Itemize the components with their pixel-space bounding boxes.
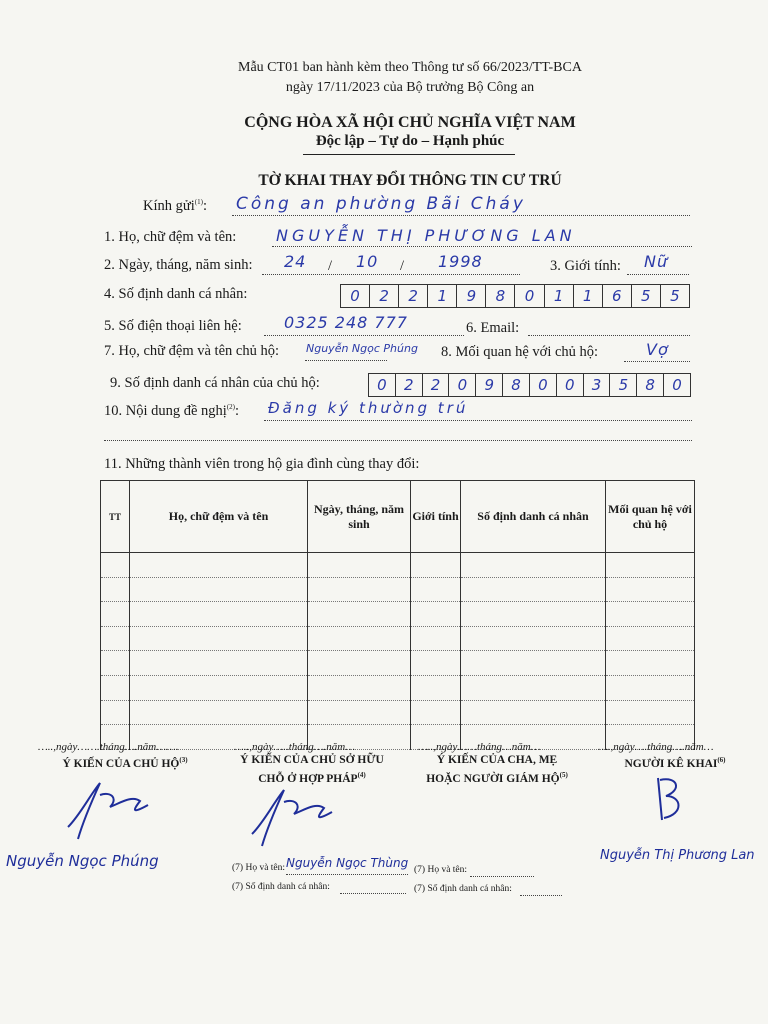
- table-cell[interactable]: [461, 651, 606, 676]
- dinh-danh-chu-ho-digit[interactable]: 8: [503, 374, 530, 396]
- national-title: CỘNG HÒA XÃ HỘI CHỦ NGHĨA VIỆT NAM: [244, 114, 576, 131]
- gioi-tinh-value[interactable]: Nữ: [644, 252, 669, 271]
- table-cell[interactable]: [606, 626, 695, 651]
- table-row: [101, 626, 695, 651]
- table-cell[interactable]: [411, 651, 461, 676]
- sig3-title: Ý KIẾN CỦA CHA, MẸ HOẶC NGƯỜI GIÁM HỘ$^{(5)}$: [426, 754, 568, 785]
- table-cell[interactable]: [411, 700, 461, 725]
- page-title: TỜ KHAI THAY ĐỔI THÔNG TIN CƯ TRÚ: [258, 172, 562, 189]
- table-cell[interactable]: [461, 553, 606, 578]
- dinh-danh-digit[interactable]: 2: [399, 285, 428, 307]
- table-cell[interactable]: [101, 577, 130, 602]
- table-cell[interactable]: [308, 553, 411, 578]
- table-cell[interactable]: [411, 602, 461, 627]
- dinh-danh-digit[interactable]: 2: [370, 285, 399, 307]
- sig3-name-label: (7) Họ và tên:: [414, 865, 468, 875]
- national-motto: Độc lập – Tự do – Hạnh phúc: [315, 133, 505, 149]
- table-cell[interactable]: [411, 675, 461, 700]
- table-cell[interactable]: [461, 700, 606, 725]
- table-cell[interactable]: [606, 700, 695, 725]
- col-header-ngay-sinh: Ngày, tháng, năm sinh: [308, 481, 411, 553]
- dinh-danh-chu-ho-digit[interactable]: 0: [449, 374, 476, 396]
- table-cell[interactable]: [130, 553, 308, 578]
- table-cell[interactable]: [308, 700, 411, 725]
- dien-thoai-dotline: [264, 335, 464, 336]
- motto-underline: [303, 154, 515, 155]
- members-header-row: [101, 481, 695, 553]
- table-cell[interactable]: [461, 577, 606, 602]
- table-row: [101, 553, 695, 578]
- table-row: [101, 700, 695, 725]
- sig4-signature: [648, 770, 698, 830]
- dinh-danh-chu-ho-digit[interactable]: 2: [396, 374, 423, 396]
- sig1-title: Ý KIẾN CỦA CHỦ HỘ$^{(3)}$: [62, 756, 188, 770]
- ngay-sinh-dotline: [262, 274, 520, 275]
- ngay-sinh-year[interactable]: 1998: [438, 252, 483, 271]
- dinh-danh-chu-ho-digit[interactable]: 9: [476, 374, 503, 396]
- table-row: [101, 651, 695, 676]
- email-dotline: [528, 335, 690, 336]
- dien-thoai-value[interactable]: 0325 248 777: [284, 313, 408, 332]
- members-table: [100, 480, 695, 750]
- ngay-sinh-month[interactable]: 10: [356, 252, 379, 271]
- sig2-name-label: (7) Họ và tên:: [232, 863, 286, 873]
- ngay-sinh-day[interactable]: 24: [284, 252, 307, 271]
- dinh-danh-digit[interactable]: 1: [428, 285, 457, 307]
- ho-ten-label: 1. Họ, chữ đệm và tên:: [104, 229, 237, 245]
- table-cell[interactable]: [130, 626, 308, 651]
- dinh-danh-chu-ho-digit[interactable]: 5: [610, 374, 637, 396]
- gioi-tinh-dotline: [627, 274, 689, 275]
- table-cell[interactable]: [130, 651, 308, 676]
- col-header-tt: TT: [101, 481, 130, 553]
- dinh-danh-boxes[interactable]: [340, 284, 690, 308]
- table-cell[interactable]: [130, 700, 308, 725]
- chu-ho-value[interactable]: Nguyễn Ngọc Phúng: [306, 342, 418, 355]
- table-cell[interactable]: [606, 553, 695, 578]
- sig2-title: Ý KIẾN CỦA CHỦ SỞ HỮU CHỖ Ở HỢP PHÁP$^{(4)}$: [240, 754, 384, 785]
- col-header-dinh-danh: Số định danh cá nhân: [461, 481, 606, 553]
- noi-dung-dotline-2: [104, 440, 692, 441]
- sig3-date: …..,ngày……tháng…năm…: [418, 741, 541, 753]
- table-cell[interactable]: [308, 577, 411, 602]
- gioi-tinh-label: 3. Giới tính:: [550, 258, 621, 274]
- dinh-danh-chu-ho-digit[interactable]: 0: [530, 374, 557, 396]
- table-row: [101, 577, 695, 602]
- sig3-id-dotline: [520, 895, 562, 896]
- dinh-danh-digit[interactable]: 9: [457, 285, 486, 307]
- table-cell[interactable]: [101, 675, 130, 700]
- sig4-name: Nguyễn Thị Phương Lan: [600, 848, 755, 863]
- table-cell[interactable]: [606, 602, 695, 627]
- quan-he-value[interactable]: Vợ: [646, 340, 669, 359]
- sig3-name-dotline: [470, 876, 534, 877]
- table-cell[interactable]: [461, 626, 606, 651]
- table-cell[interactable]: [130, 675, 308, 700]
- kinh-gui-dotline: [232, 215, 690, 216]
- dinh-danh-chu-ho-boxes[interactable]: [368, 373, 691, 397]
- table-cell[interactable]: [308, 651, 411, 676]
- table-cell[interactable]: [606, 675, 695, 700]
- kinh-gui-label: Kính gửi$^{(1)}$:: [143, 198, 207, 214]
- table-cell[interactable]: [101, 553, 130, 578]
- dinh-danh-chu-ho-digit[interactable]: 2: [423, 374, 450, 396]
- dinh-danh-digit[interactable]: 8: [486, 285, 515, 307]
- table-cell[interactable]: [130, 602, 308, 627]
- dinh-danh-chu-ho-digit[interactable]: 0: [369, 374, 396, 396]
- table-cell[interactable]: [461, 675, 606, 700]
- col-header-gioi-tinh: Giới tính: [411, 481, 461, 553]
- dien-thoai-label: 5. Số điện thoại liên hệ:: [104, 318, 242, 334]
- dinh-danh-digit[interactable]: 5: [670, 287, 680, 305]
- sig3-id-label: (7) Số định danh cá nhân:: [414, 884, 512, 894]
- dinh-danh-chu-ho-label: 9. Số định danh cá nhân của chủ hộ:: [110, 375, 320, 391]
- dinh-danh-digit[interactable]: 0: [515, 285, 544, 307]
- date-slash-2: /: [400, 258, 405, 274]
- form-issue-line: ngày 17/11/2023 của Bộ trưởng Bộ Công an: [285, 80, 535, 95]
- dinh-danh-label: 4. Số định danh cá nhân:: [104, 286, 248, 302]
- table-cell[interactable]: [130, 577, 308, 602]
- dinh-danh-chu-ho-digit[interactable]: 0: [672, 376, 682, 394]
- sig2-date: …..,ngày…..tháng….năm…: [234, 741, 356, 753]
- quan-he-label: 8. Mối quan hệ với chủ hộ:: [441, 344, 599, 360]
- dinh-danh-chu-ho-digit[interactable]: 0: [557, 374, 584, 396]
- dinh-danh-chu-ho-digit[interactable]: 3: [584, 374, 611, 396]
- table-cell[interactable]: [411, 553, 461, 578]
- form-code-line: Mẫu CT01 ban hành kèm theo Thông tư số 66/2023/TT-BCA: [238, 60, 582, 75]
- chu-ho-dotline: [305, 360, 387, 361]
- dinh-danh-digit[interactable]: 0: [341, 285, 370, 307]
- table-cell[interactable]: [606, 577, 695, 602]
- ngay-sinh-label: 2. Ngày, tháng, năm sinh:: [104, 257, 253, 273]
- chu-ho-label: 7. Họ, chữ đệm và tên chủ hộ:: [104, 343, 279, 359]
- sig1-name: Nguyễn Ngọc Phúng: [6, 852, 159, 870]
- sig1-signature: [60, 775, 160, 845]
- sig2-name: Nguyễn Ngọc Thùng: [286, 856, 409, 870]
- table-cell[interactable]: [308, 602, 411, 627]
- table-cell[interactable]: [101, 602, 130, 627]
- noi-dung-dotline: [264, 420, 692, 421]
- quan-he-dotline: [624, 361, 690, 362]
- table-cell[interactable]: [411, 577, 461, 602]
- sig4-date: ….,ngày….tháng….năm…: [598, 741, 714, 753]
- dinh-danh-digit[interactable]: 1: [545, 285, 574, 307]
- table-cell[interactable]: [101, 700, 130, 725]
- table-row: [101, 602, 695, 627]
- sig2-name-dotline: [286, 874, 408, 875]
- col-header-ho-ten: Họ, chữ đệm và tên: [130, 481, 308, 553]
- table-row: [101, 675, 695, 700]
- table-cell[interactable]: [308, 675, 411, 700]
- dinh-danh-digit[interactable]: 6: [603, 285, 632, 307]
- sig4-title: NGƯỜI KÊ KHAI$^{(6)}$: [624, 756, 726, 770]
- ho-ten-value[interactable]: NGUYỄN THỊ PHƯƠNG LAN: [276, 226, 576, 245]
- members-label: 11. Những thành viên trong hộ gia đình cùng thay đổi:: [104, 456, 420, 472]
- table-cell[interactable]: [461, 602, 606, 627]
- dinh-danh-digit[interactable]: 1: [574, 285, 603, 307]
- dinh-danh-chu-ho-digit[interactable]: 8: [637, 374, 664, 396]
- noi-dung-value[interactable]: Đăng ký thường trú: [268, 399, 469, 417]
- dinh-danh-digit[interactable]: 5: [632, 285, 661, 307]
- email-label: 6. Email:: [466, 320, 520, 336]
- table-cell[interactable]: [308, 626, 411, 651]
- col-header-quan-he: Mối quan hệ với chủ hộ: [606, 481, 695, 553]
- sig1-date: …..,ngày…….tháng….năm…….: [38, 741, 179, 753]
- sig2-id-label: (7) Số định danh cá nhân:: [232, 882, 330, 892]
- ho-ten-dotline: [272, 246, 692, 247]
- table-cell[interactable]: [411, 626, 461, 651]
- sig2-id-dotline: [340, 893, 406, 894]
- table-cell[interactable]: [101, 651, 130, 676]
- sig2-signature: [244, 782, 344, 852]
- table-cell[interactable]: [606, 651, 695, 676]
- noi-dung-label: 10. Nội dung đề nghị$^{(2)}$:: [104, 403, 240, 419]
- kinh-gui-value[interactable]: Công an phường Bãi Cháy: [236, 194, 526, 214]
- table-cell[interactable]: [101, 626, 130, 651]
- date-slash-1: /: [328, 258, 333, 274]
